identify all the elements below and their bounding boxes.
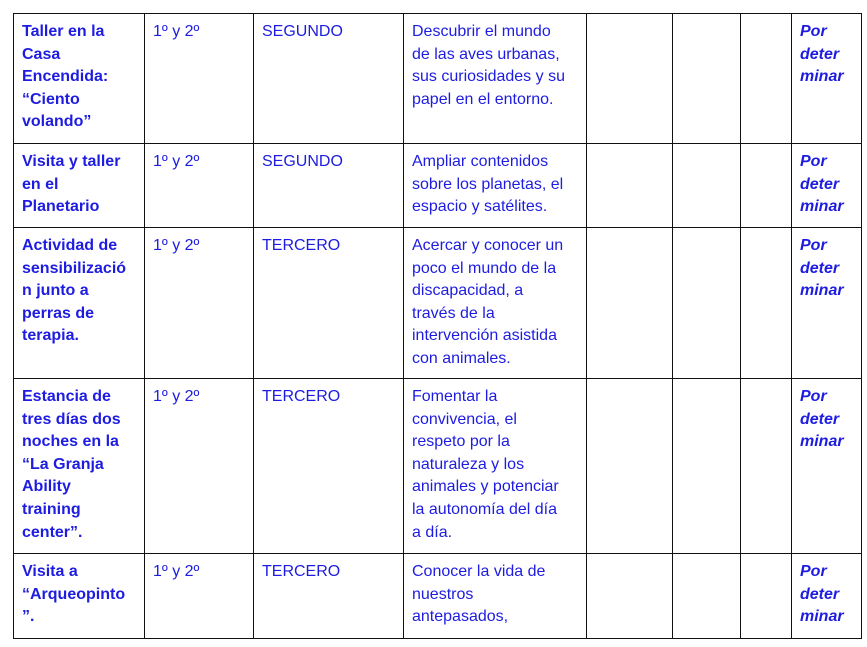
cycle-value: 1º y 2º [153, 388, 200, 405]
term-cell [254, 14, 404, 144]
cycle-value: 1º y 2º [153, 237, 200, 254]
activities-table [13, 13, 862, 639]
date-cell [792, 14, 862, 144]
date-cell [792, 554, 862, 639]
empty-cell [741, 14, 792, 144]
objective-cell [404, 14, 587, 144]
empty-cell [587, 379, 673, 554]
table-row [14, 144, 862, 228]
activity-cell [14, 379, 145, 554]
empty-cell [587, 144, 673, 228]
table-row [14, 379, 862, 554]
empty-cell [587, 14, 673, 144]
empty-cell [741, 144, 792, 228]
date-cell [792, 228, 862, 379]
empty-cell [673, 228, 741, 379]
activity-cell [14, 228, 145, 379]
cycle-value: 1º y 2º [153, 153, 200, 170]
objective-text: Ampliar contenidos sobre los planetas, el espacio y satélites. [412, 153, 564, 216]
empty-cell [741, 379, 792, 554]
activity-name: Estancia de tres días dos noches en la “La Granja Ability training center”. [22, 388, 121, 541]
term-value: SEGUNDO [262, 153, 343, 170]
objective-text: Descubrir el mundo de las aves urbanas, sus curiosidades y su papel en el entorno. [412, 23, 565, 108]
term-value: TERCERO [262, 388, 341, 405]
date-value: Por deter minar [800, 237, 844, 300]
term-cell [254, 554, 404, 639]
activity-name: Actividad de sensibilizació n junto a perras de terapia. [22, 237, 127, 345]
cycle-cell [145, 14, 254, 144]
empty-cell [587, 228, 673, 379]
activity-name: Visita y taller en el Planetario [22, 153, 121, 216]
table-row [14, 554, 862, 639]
date-cell [792, 144, 862, 228]
empty-cell [587, 554, 673, 639]
empty-cell [741, 554, 792, 639]
objective-text: Acercar y conocer un poco el mundo de la discapacidad, a través de la intervención asistida con animales. [412, 237, 564, 367]
empty-cell [673, 144, 741, 228]
objective-cell [404, 144, 587, 228]
term-cell [254, 379, 404, 554]
table-row [14, 228, 862, 379]
term-value: TERCERO [262, 563, 341, 580]
objective-cell [404, 554, 587, 639]
date-value: Por deter minar [800, 153, 844, 216]
cycle-cell [145, 554, 254, 639]
cycle-value: 1º y 2º [153, 563, 200, 580]
cycle-value: 1º y 2º [153, 23, 200, 40]
term-value: SEGUNDO [262, 23, 343, 40]
empty-cell [673, 379, 741, 554]
empty-cell [673, 14, 741, 144]
cycle-cell [145, 228, 254, 379]
activity-cell [14, 14, 145, 144]
activity-cell [14, 144, 145, 228]
cycle-cell [145, 379, 254, 554]
table-row [14, 14, 862, 144]
term-cell [254, 144, 404, 228]
objective-text: Conocer la vida de nuestros antepasados, [412, 563, 546, 626]
empty-cell [741, 228, 792, 379]
cycle-cell [145, 144, 254, 228]
date-value: Por deter minar [800, 23, 844, 86]
activity-name: Visita a “Arqueopinto ”. [22, 563, 126, 626]
date-cell [792, 379, 862, 554]
activity-cell [14, 554, 145, 639]
objective-cell [404, 228, 587, 379]
date-value: Por deter minar [800, 563, 844, 626]
term-value: TERCERO [262, 237, 341, 254]
objective-text: Fomentar la convivencia, el respeto por la naturaleza y los animales y potenciar la autonomía del día a día. [412, 388, 559, 541]
empty-cell [673, 554, 741, 639]
date-value: Por deter minar [800, 388, 844, 451]
objective-cell [404, 379, 587, 554]
term-cell [254, 228, 404, 379]
activity-name: Taller en la Casa Encendida: “Ciento volando” [22, 23, 109, 131]
